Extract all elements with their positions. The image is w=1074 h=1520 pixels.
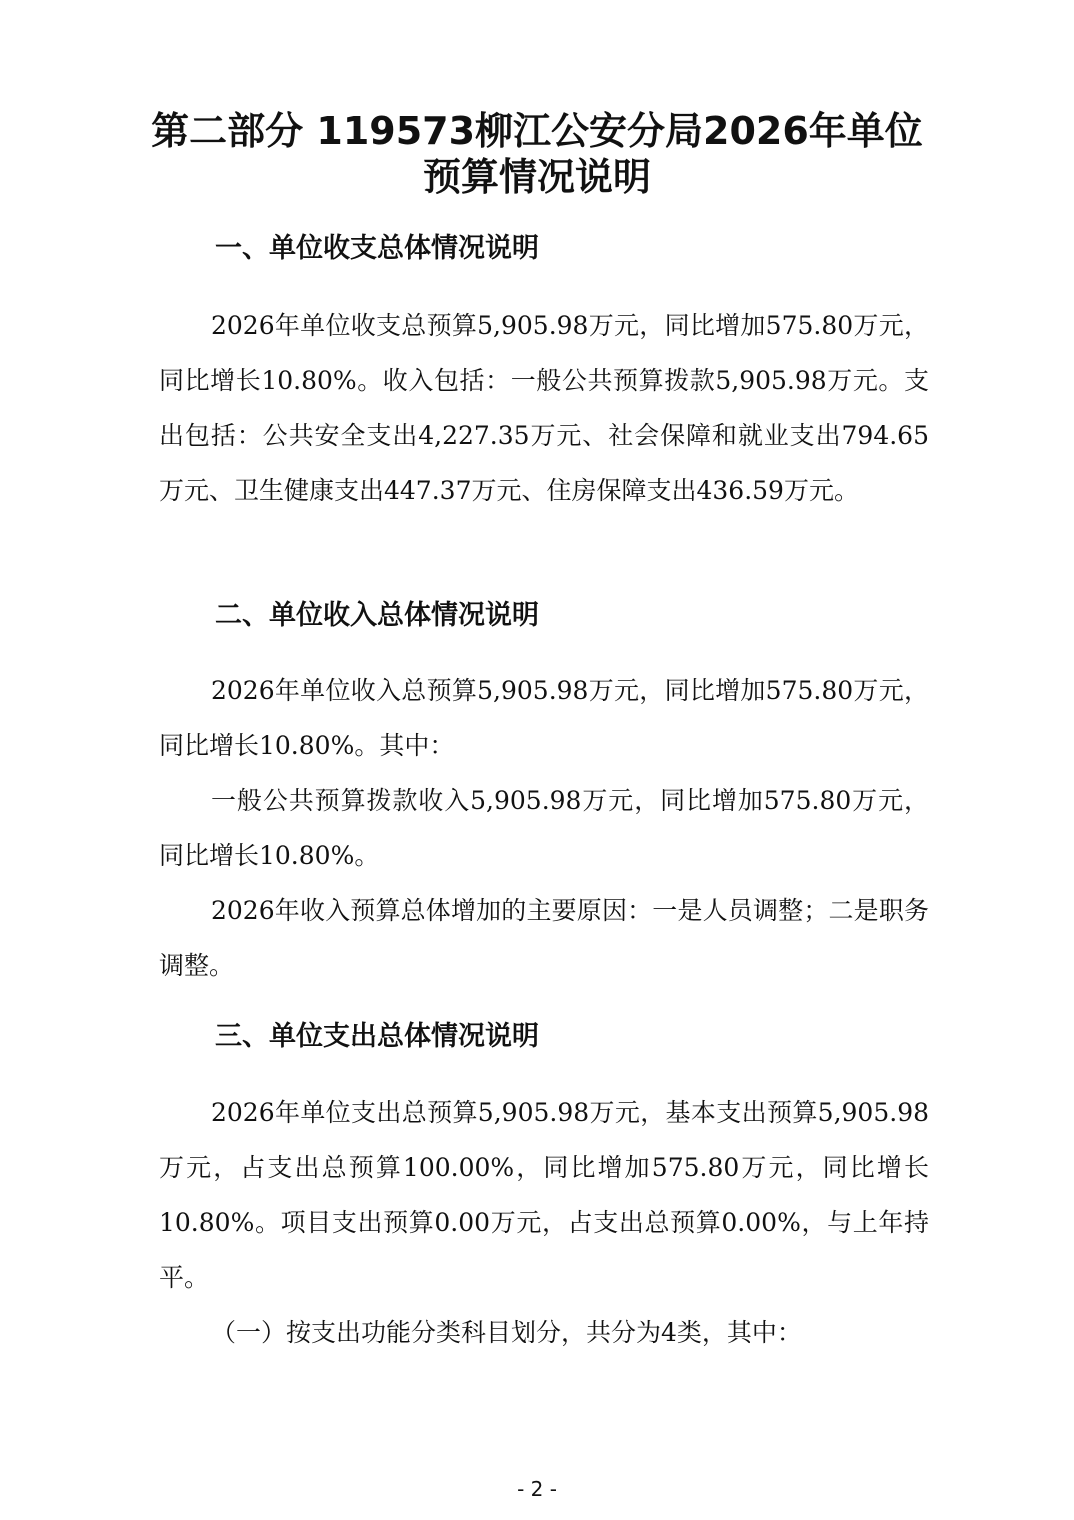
section-3-paragraph-2: （一）按支出功能分类科目划分，共分为4类，其中： [211, 1318, 802, 1347]
section-2-paragraph-2: 一般公共预算拨款收入5,905.98万元，同比增加575.80万元，同比增长10.80%。 [159, 786, 929, 870]
section-3-heading: 三、单位支出总体情况说明 [215, 1021, 539, 1052]
section-3-paragraph-1: 2026年单位支出总预算5,905.98万元，基本支出预算5,905.98万元，占支出总预算100.00%，同比增加575.80万元，同比增长10.80%。项目支出预算0.00万元，占支出总预算0.00%，与上年持平。 [159, 1098, 929, 1292]
section-1-heading: 一、单位收支总体情况说明 [215, 233, 539, 264]
page-number: - 2 - [517, 1477, 557, 1501]
section-2-heading: 二、单位收入总体情况说明 [215, 600, 539, 631]
title-line-2: 预算情况说明 [422, 155, 651, 199]
section-2-paragraph-1: 2026年单位收入总预算5,905.98万元，同比增加575.80万元，同比增长10.80%。其中： [159, 676, 929, 760]
title-line-1: 第二部分 119573柳江公安分局2026年单位 [151, 109, 923, 153]
section-2-paragraph-3: 2026年收入预算总体增加的主要原因：一是人员调整；二是职务调整。 [159, 896, 929, 980]
page-title [60, 108, 1014, 200]
section-1-paragraph-1: 2026年单位收支总预算5,905.98万元，同比增加575.80万元，同比增长10.80%。收入包括：一般公共预算拨款5,905.98万元。支出包括：公共安全支出4,227.35万元、社会保障和就业支出794.65万元、卫生健康支出447.37万元、住房保障支出436.59万元。 [159, 311, 929, 505]
